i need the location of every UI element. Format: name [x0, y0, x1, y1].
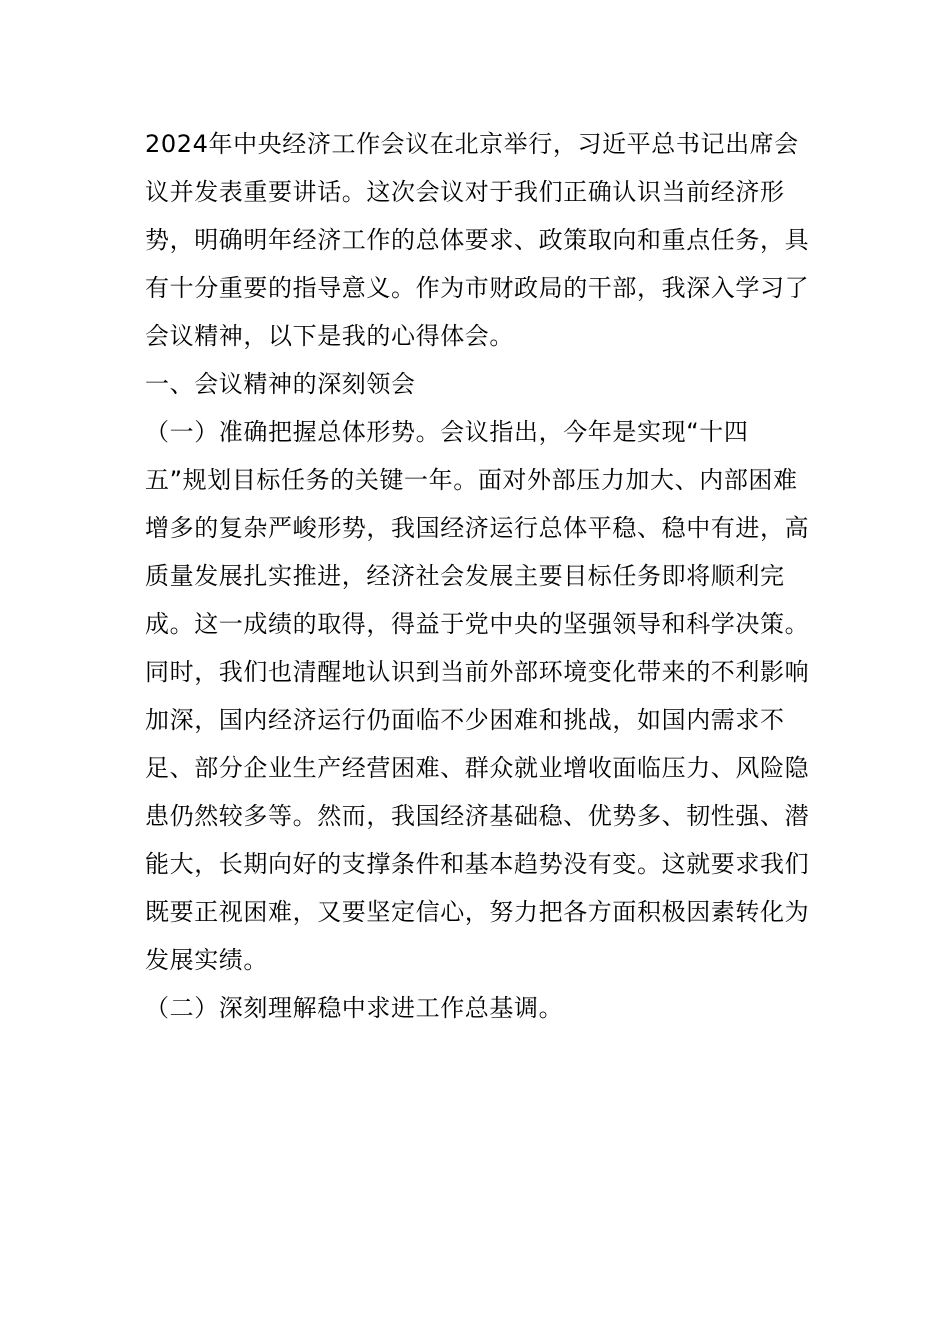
subsection-heading-2: （二）深刻理解稳中求进工作总基调。 [145, 994, 564, 1022]
subsection-paragraph-1: （一）准确把握总体形势。会议指出，今年是实现“十四五”规划目标任务的关键一年。面对外部压力加大、内部困难增多的复杂严峻形势，我国经济运行总体平稳、稳中有进，高质量发展扎实推进，经济社会发展主要目标任务即将顺利完成。这一成绩的取得，得益于党中央的坚强领导和科学决策。同时，我们也清醒地认识到当前外部环境变化带来的不利影响加深，国内经济运行仍面临不少困难和挑战，如国内需求不足、部分企业生产经营困难、群众就业增收面临压力、风险隐患仍然较多等。然而，我国经济基础稳、优势多、韧性强、潜能大，长期向好的支撑条件和基本趋势没有变。这就要求我们既要正视困难，又要坚定信心，努力把各方面积极因素转化为发展实绩。 [145, 418, 810, 974]
intro-paragraph: 2024年中央经济工作会议在北京举行，习近平总书记出席会议并发表重要讲话。这次会议对于我们正确认识当前经济形势，明确明年经济工作的总体要求、政策取向和重点任务，具有十分重要的指导意义。作为市财政局的干部，我深入学习了会议精神，以下是我的心得体会。 [145, 130, 810, 350]
section-heading: 一、会议精神的深刻领会 [145, 370, 416, 398]
document-body [145, 120, 810, 1032]
